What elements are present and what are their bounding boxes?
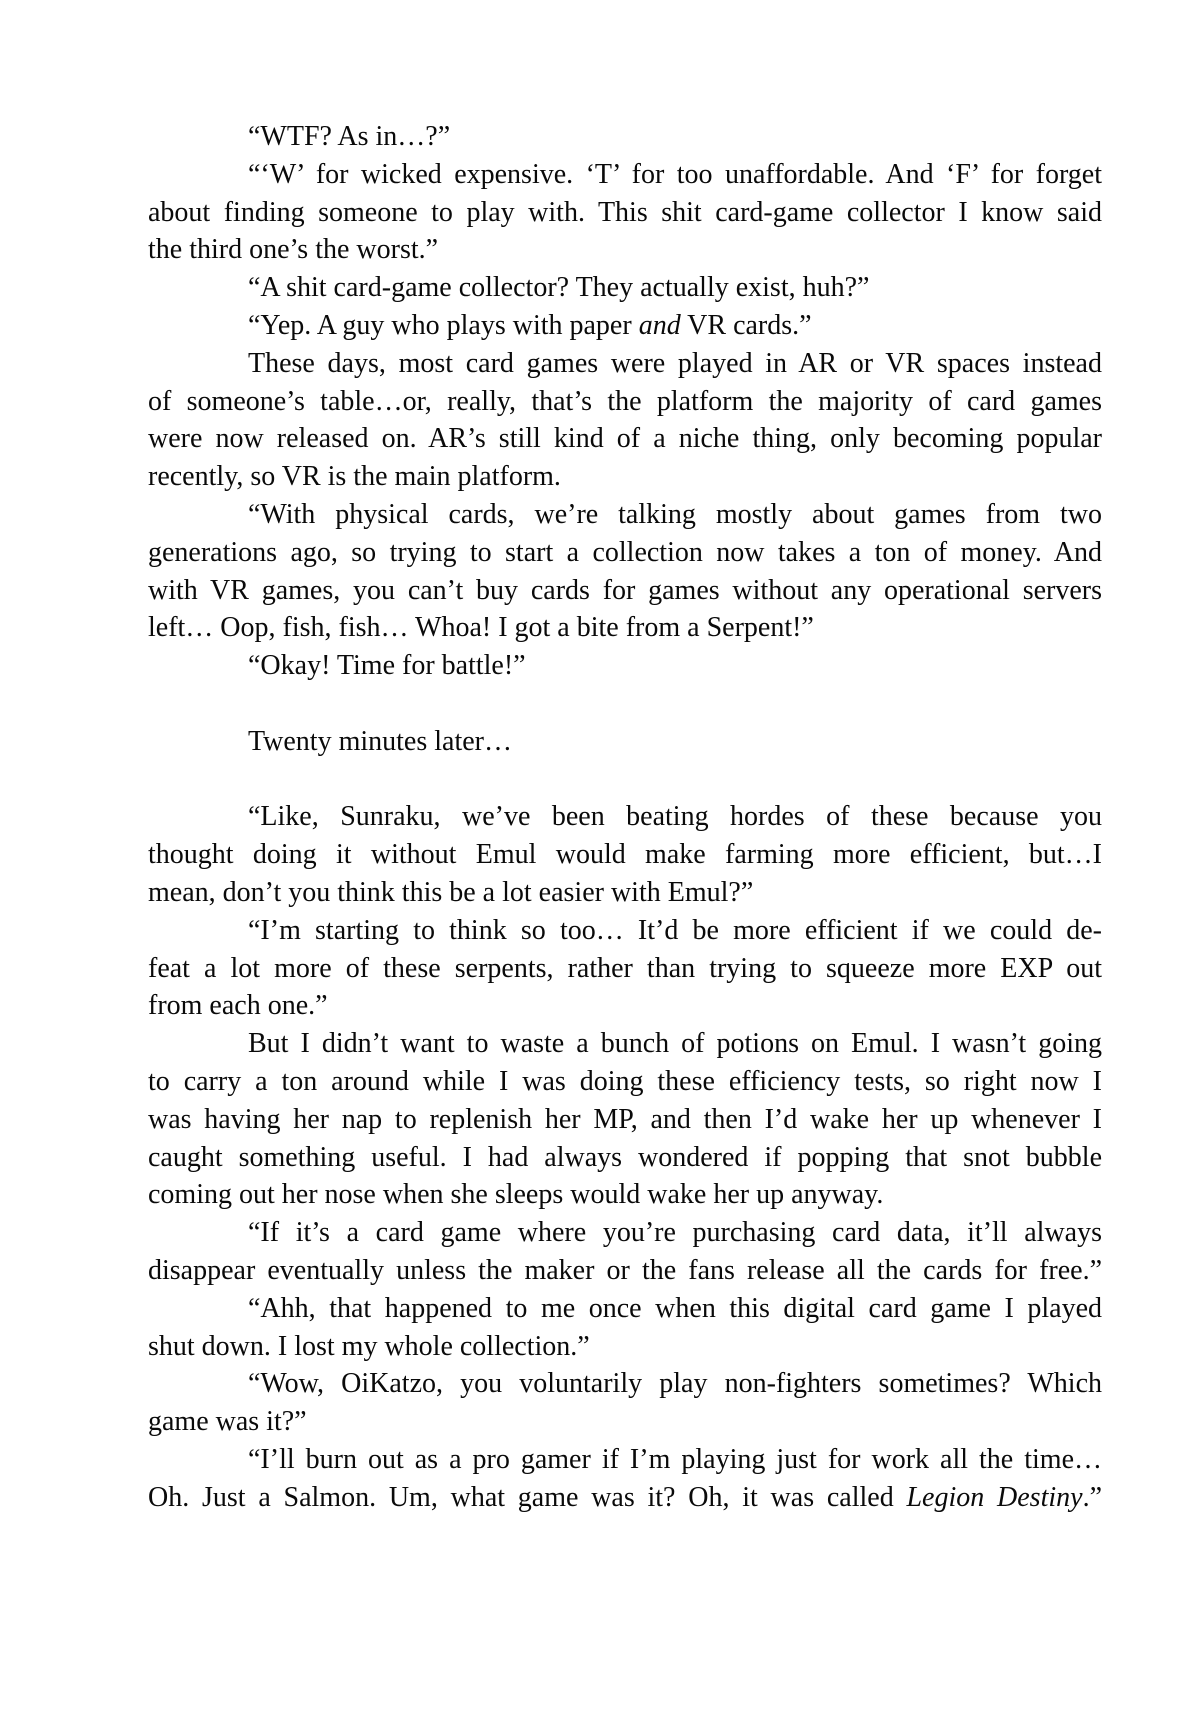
text-run: about finding someone to play with. This shit card-game collector I know said (148, 196, 1102, 228)
text-run: “I’ll burn out as a pro gamer if I’m playing just for work all the time… (248, 1443, 1102, 1475)
text-run: game was it?” (148, 1406, 307, 1438)
text-block (148, 118, 1102, 1516)
paragraph (148, 1025, 1102, 1214)
paragraph (148, 1214, 1102, 1290)
italic-text-run: and (638, 309, 681, 341)
text-run: “WTF? As in…?” (248, 121, 451, 152)
paragraph (148, 723, 1102, 761)
text-line (148, 156, 1102, 194)
text-run: “If it’s a card game where you’re purchasing card data, it’ll always (248, 1217, 1102, 1249)
text-run: mean, don’t you think this be a lot easier with Emul?” (148, 876, 754, 908)
paragraph (148, 1365, 1102, 1441)
text-run: the third one’s the worst.” (148, 234, 439, 266)
text-run: Twenty minutes later… (248, 725, 512, 757)
text-line (148, 1328, 1102, 1366)
text-run: These days, most card games were played in AR or VR spaces instead (248, 347, 1102, 379)
text-run: recently, so VR is the main platform. (148, 461, 561, 493)
text-run: “Like, Sunraku, we’ve been beating hordes of these because you (248, 801, 1102, 833)
text-run: “Okay! Time for battle!” (248, 650, 526, 682)
text-run: Oh. Just a Salmon. Um, what game was it? Oh, it was called (148, 1481, 907, 1513)
text-run: was having her nap to replenish her MP, and then I’d wake her up whenever I (148, 1103, 1102, 1135)
text-run: generations ago, so trying to start a collection now takes a ton of money. And (148, 536, 1102, 568)
text-line (148, 1479, 1102, 1517)
text-run: shut down. I lost my whole collection.” (148, 1330, 590, 1362)
text-line (148, 383, 1102, 421)
text-line (148, 874, 1102, 912)
text-run: “Yep. A guy who plays with paper (248, 309, 639, 341)
text-line (148, 609, 1102, 647)
text-run: .” (1082, 1481, 1102, 1513)
text-line (148, 987, 1102, 1025)
text-line (148, 269, 1102, 307)
text-run: But I didn’t want to waste a bunch of potions on Emul. I wasn’t going (248, 1028, 1102, 1060)
text-line (148, 723, 1102, 761)
text-line (148, 1101, 1102, 1139)
text-line (148, 231, 1102, 269)
text-line (148, 1139, 1102, 1177)
text-line (148, 1214, 1102, 1252)
paragraph (148, 345, 1102, 496)
text-run: left… Oop, fish, fish… Whoa! I got a bite from a Serpent!” (148, 612, 814, 644)
text-line (148, 345, 1102, 383)
text-run: with VR games, you can’t buy cards for games without any operational servers (148, 574, 1102, 606)
paragraph-gap (148, 761, 1102, 799)
text-run: coming out her nose when she sleeps would wake her up anyway. (148, 1179, 884, 1211)
text-line (148, 496, 1102, 534)
paragraph (148, 1290, 1102, 1366)
text-line (148, 1403, 1102, 1441)
text-line (148, 647, 1102, 685)
text-line (148, 1441, 1102, 1479)
text-run: of someone’s table…or, really, that’s the platform the majority of card games (148, 385, 1102, 417)
text-line (148, 1176, 1102, 1214)
paragraph (148, 912, 1102, 1025)
text-line (148, 458, 1102, 496)
paragraph (148, 798, 1102, 911)
text-run: “Ahh, that happened to me once when this digital card game I played (248, 1292, 1102, 1324)
text-line (148, 798, 1102, 836)
text-run: to carry a ton around while I was doing these efficiency tests, so right now I (148, 1065, 1102, 1097)
paragraph (148, 1441, 1102, 1517)
text-run: “‘W’ for wicked expensive. ‘T’ for too unaffordable. And ‘F’ for forget (248, 158, 1102, 190)
text-run: “I’m starting to think so too… It’d be more efficient if we could de- (248, 914, 1102, 946)
text-run: VR cards.” (680, 309, 812, 341)
paragraph (148, 647, 1102, 685)
italic-text-run: Legion Destiny (906, 1481, 1083, 1513)
text-line (148, 572, 1102, 610)
paragraph (148, 307, 1102, 345)
text-line (148, 1290, 1102, 1328)
text-run: from each one.” (148, 990, 328, 1022)
text-line (148, 534, 1102, 572)
text-line (148, 1063, 1102, 1101)
paragraph-gap (148, 685, 1102, 723)
text-line (148, 1365, 1102, 1403)
text-line (148, 307, 1102, 345)
text-run: caught something useful. I had always wondered if popping that snot bubble (148, 1141, 1102, 1173)
text-run: “With physical cards, we’re talking mostly about games from two (248, 498, 1102, 530)
text-line (148, 1252, 1102, 1290)
text-line (148, 194, 1102, 232)
text-run: feat a lot more of these serpents, rather than trying to squeeze more EXP out (148, 952, 1102, 984)
text-run: “Wow, OiKatzo, you voluntarily play non-fighters sometimes? Which (248, 1368, 1102, 1400)
text-run: disappear eventually unless the maker or the fans release all the cards for free.” (148, 1254, 1102, 1286)
paragraph (148, 118, 1102, 156)
text-run: were now released on. AR’s still kind of a niche thing, only becoming popular (148, 423, 1102, 455)
text-line (148, 950, 1102, 988)
text-run: thought doing it without Emul would make farming more efficient, but…I (148, 839, 1102, 871)
text-line (148, 420, 1102, 458)
text-line (148, 836, 1102, 874)
paragraph (148, 269, 1102, 307)
text-line (148, 1025, 1102, 1063)
paragraph (148, 156, 1102, 269)
text-run: “A shit card-game collector? They actually exist, huh?” (248, 272, 870, 304)
paragraph (148, 496, 1102, 647)
text-line (148, 118, 1102, 156)
text-line (148, 912, 1102, 950)
